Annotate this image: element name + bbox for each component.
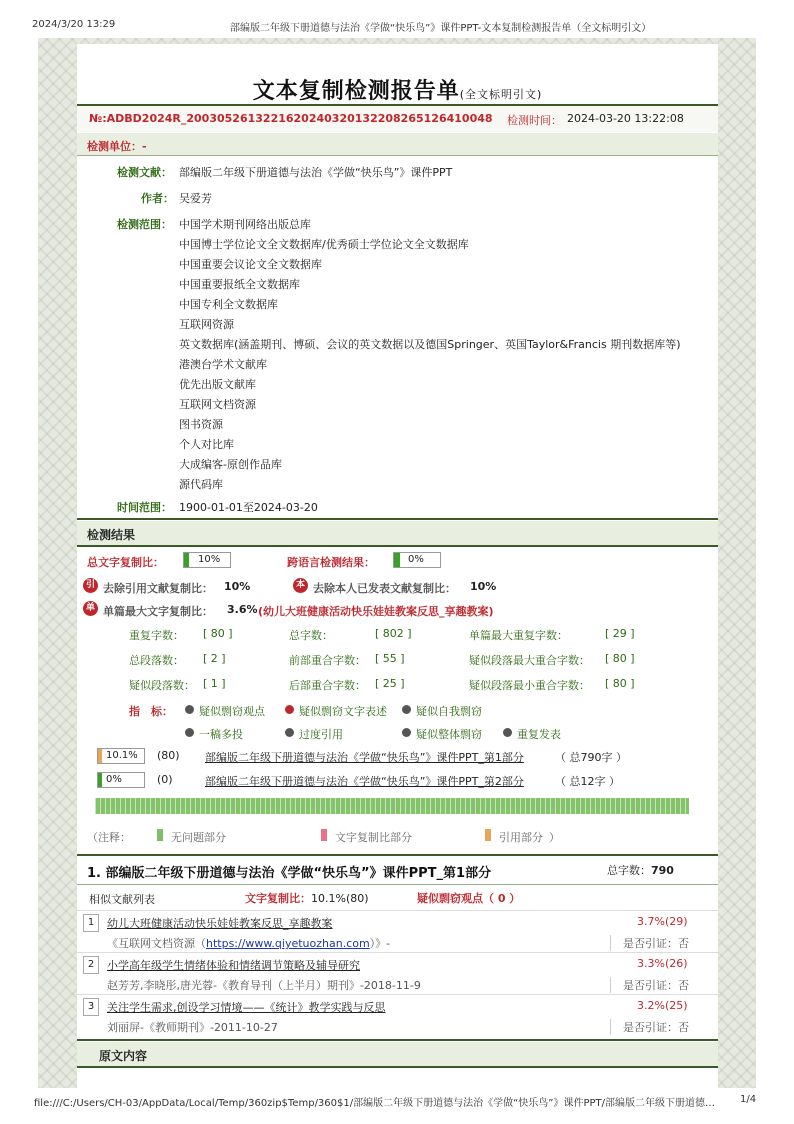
stat-value: [ 80 ] [605, 652, 635, 665]
check-unit-row [77, 133, 718, 155]
results-heading-bar [77, 521, 718, 545]
scope-item: 互联网资源 [179, 318, 234, 331]
cite-status: 是否引证：否 [610, 1019, 689, 1035]
part1-total: 总字数：790 [607, 864, 674, 877]
similar-doc-title[interactable]: 幼儿大班健康活动快乐娃娃教案反思_享趣教案 [107, 917, 333, 930]
indicator-dot-icon [285, 705, 294, 714]
print-url: file:///C:/Users/CH-03/AppData/Local/Temp/360zip$Temp/360$1/部编版二年级下册道德与法治《学做“快乐鸟”》课件PPT/部编版二年级下册道德… [34, 1098, 716, 1109]
report-number-row [77, 106, 718, 132]
indicator-dot-icon [185, 705, 194, 714]
note-item: 引用部分 [499, 831, 543, 844]
scope-item: 中国专利全文数据库 [179, 298, 278, 311]
self-seal-icon: 本 [293, 578, 308, 593]
indicator-label: 指 标： [129, 705, 173, 718]
cross-lang-label: 跨语言检测结果： [287, 556, 375, 569]
max-copy-label: 单篇最大文字复制比： [103, 605, 213, 618]
stat-value: [ 80 ] [605, 677, 635, 690]
divider [77, 1066, 718, 1068]
scope-item: 大成编客-原创作品库 [179, 458, 282, 471]
similar-list-label: 相似文献列表 [89, 893, 155, 906]
note-swatch-icon [485, 829, 491, 841]
divider [77, 545, 718, 547]
indicator-item: 疑似整体剽窃 [416, 728, 482, 741]
divider [77, 155, 718, 156]
indicator-item: 一稿多投 [199, 728, 243, 741]
divider [77, 884, 718, 885]
range-value: 1900-01-01至2024-03-20 [179, 501, 318, 514]
row-number: 1 [83, 914, 99, 932]
check-unit: 检测单位：- [87, 140, 147, 153]
excl-self-value: 10% [470, 580, 497, 593]
original-heading-bar [77, 1042, 718, 1066]
similar-doc-source [107, 977, 421, 993]
divider [77, 1039, 718, 1041]
note-suffix: ） [549, 831, 560, 844]
author-label: 作者： [141, 192, 174, 205]
similar-doc-pct: 3.2%(25) [637, 999, 688, 1012]
stat-label: 疑似段落最小重合字数： [469, 679, 590, 692]
stat-label: 重复字数： [129, 629, 184, 642]
similar-doc-row [77, 952, 718, 995]
note-swatch-icon [321, 829, 327, 841]
progress-fill [98, 749, 102, 763]
indicator-item: 过度引用 [299, 728, 343, 741]
similar-doc-title[interactable]: 小学高年级学生情绪体验和情绪调节策略及辅导研究 [107, 959, 360, 972]
range-label: 时间范围： [117, 501, 172, 514]
scope-item: 中国学术期刊网络出版总库 [179, 218, 311, 231]
indicator-dot-icon [185, 728, 194, 737]
progress-fill [98, 773, 102, 787]
excl-cite-label: 去除引用文献复制比： [103, 582, 213, 595]
progress-text: 0% [106, 774, 122, 785]
scope-item: 中国重要会议论文全文数据库 [179, 258, 322, 271]
source-text: 赵芳芳,李晓彤,唐光蓉-《教育导刊（上半月）期刊》-2018-11-9 [107, 979, 421, 992]
max-copy-value: 3.6% [227, 603, 258, 616]
similar-doc-source [107, 935, 390, 951]
similar-doc-title[interactable]: 关注学生需求,创设学习情境——《统计》教学实践与反思 [107, 1001, 386, 1014]
stat-value: [ 1 ] [203, 677, 226, 690]
stat-value: [ 55 ] [375, 652, 405, 665]
part1-suspect: 疑似剽窃观点（ 0 ） [417, 892, 521, 905]
stat-value: [ 80 ] [203, 627, 233, 640]
scope-item: 互联网文档资源 [179, 398, 256, 411]
note-swatch-icon [157, 829, 163, 841]
source-text: ）》- [369, 937, 391, 950]
similar-doc-row [77, 994, 718, 1037]
report-subtitle: (全文标明引文) [459, 88, 543, 101]
stat-label: 后部重合字数： [289, 679, 366, 692]
row-number: 3 [83, 998, 99, 1016]
cite-status: 是否引证：否 [610, 977, 689, 993]
check-time-label: 检测时间： [507, 114, 562, 127]
stat-value: [ 802 ] [375, 627, 412, 640]
check-time-value: 2024-03-20 13:22:08 [567, 112, 684, 125]
stat-label: 总字数： [289, 629, 333, 642]
scope-item: 个人对比库 [179, 438, 234, 451]
part-count: (80) [157, 749, 180, 762]
note-item: 无问题部分 [171, 831, 226, 844]
indicator-item: 重复发表 [517, 728, 561, 741]
excl-cite-value: 10% [224, 580, 251, 593]
text-coverage-strip [95, 798, 689, 814]
similar-doc-row [77, 910, 718, 953]
author-value: 吴爱芳 [179, 192, 212, 205]
scope-item: 源代码库 [179, 478, 223, 491]
source-text: 刘丽屏-《教师期刊》-2011-10-27 [107, 1021, 278, 1034]
max-copy-doc: (幼儿大班健康活动快乐娃娃教案反思_享趣教案) [258, 605, 494, 618]
divider [77, 518, 718, 520]
results-heading: 检测结果 [87, 528, 136, 542]
indicator-dot-icon [285, 728, 294, 737]
scope-label: 检测范围： [117, 218, 172, 231]
stat-label: 前部重合字数： [289, 654, 366, 667]
indicator-item: 疑似自我剽窃 [416, 705, 482, 718]
part1-ratio: 文字复制比：10.1%(80) [245, 892, 369, 905]
source-link[interactable]: https://www.qiyetuozhan.com [206, 937, 370, 950]
stat-label: 单篇最大重复字数： [469, 629, 568, 642]
print-datetime: 2024/3/20 13:29 [32, 19, 116, 30]
row-number: 2 [83, 956, 99, 974]
doc-value: 部编版二年级下册道德与法治《学做“快乐鸟”》课件PPT [179, 166, 453, 179]
part-total-chars: （ 总790字 ） [555, 751, 627, 764]
stat-value: [ 25 ] [375, 677, 405, 690]
scope-item: 优先出版文献库 [179, 378, 256, 391]
part-total-chars: （ 总12字 ） [555, 775, 620, 788]
cite-seal-icon: 引 [83, 578, 98, 593]
cite-status: 是否引证：否 [610, 935, 689, 951]
divider [77, 854, 718, 856]
scope-item: 中国重要报纸全文数据库 [179, 278, 300, 291]
progress-text: 10.1% [106, 750, 138, 761]
indicator-dot-icon [503, 728, 512, 737]
print-page-title: 部编版二年级下册道德与法治《学做“快乐鸟”》课件PPT-文本复制检测报告单（全文标明引文） [230, 23, 652, 34]
indicator-item: 疑似剽窃文字表述 [299, 705, 387, 718]
note-prefix: （注释： [87, 831, 131, 844]
stat-value: [ 29 ] [605, 627, 635, 640]
stat-value: [ 2 ] [203, 652, 226, 665]
note-item: 文字复制比部分 [335, 831, 412, 844]
browser-footer [0, 1090, 794, 1120]
similar-doc-pct: 3.3%(26) [637, 957, 688, 970]
cross-lang-progress: 0% [393, 552, 441, 568]
stat-label: 疑似段落最大重合字数： [469, 654, 590, 667]
part-link[interactable]: 部编版二年级下册道德与法治《学做“快乐鸟”》课件PPT_第1部分 [205, 751, 524, 764]
part-link[interactable]: 部编版二年级下册道德与法治《学做“快乐鸟”》课件PPT_第2部分 [205, 775, 524, 788]
scope-item: 港澳台学术文献库 [179, 358, 267, 371]
indicator-dot-icon [402, 728, 411, 737]
part-copy-progress [97, 772, 145, 788]
scope-item: 英文数据库(涵盖期刊、博硕、会议的英文数据以及德国Springer、英国Taylor&Francis 期刊数据库等) [179, 338, 681, 351]
doc-label: 检测文献： [117, 166, 172, 179]
excl-self-label: 去除本人已发表文献复制比： [313, 582, 456, 595]
part-count: (0) [157, 773, 173, 786]
part-copy-progress [97, 748, 145, 764]
stat-label: 疑似段落数： [129, 679, 195, 692]
report-number: №:ADBD2024R_2003052613221620240320132208265126410048 [89, 112, 493, 125]
scope-item: 图书资源 [179, 418, 223, 431]
report-paper [77, 44, 718, 1090]
stat-label: 总段落数： [129, 654, 184, 667]
original-heading: 原文内容 [99, 1049, 148, 1063]
browser-header [0, 0, 794, 36]
similar-doc-pct: 3.7%(29) [637, 915, 688, 928]
total-copy-progress: 10% [183, 552, 231, 568]
print-page-number: 1/4 [740, 1094, 757, 1105]
report-title: 文本复制检测报告单(全文标明引文) [252, 79, 543, 104]
indicator-dot-icon [402, 705, 411, 714]
single-seal-icon: 单 [83, 601, 98, 616]
scope-item: 中国博士学位论文全文数据库/优秀硕士学位论文全文数据库 [179, 238, 469, 251]
part1-title: 1. 部编版二年级下册道德与法治《学做“快乐鸟”》课件PPT_第1部分 [87, 866, 492, 881]
total-copy-label: 总文字复制比： [87, 556, 164, 569]
indicator-item: 疑似剽窃观点 [199, 705, 265, 718]
similar-doc-source [107, 1019, 278, 1035]
source-text: 《互联网文档资源（ [107, 937, 206, 950]
